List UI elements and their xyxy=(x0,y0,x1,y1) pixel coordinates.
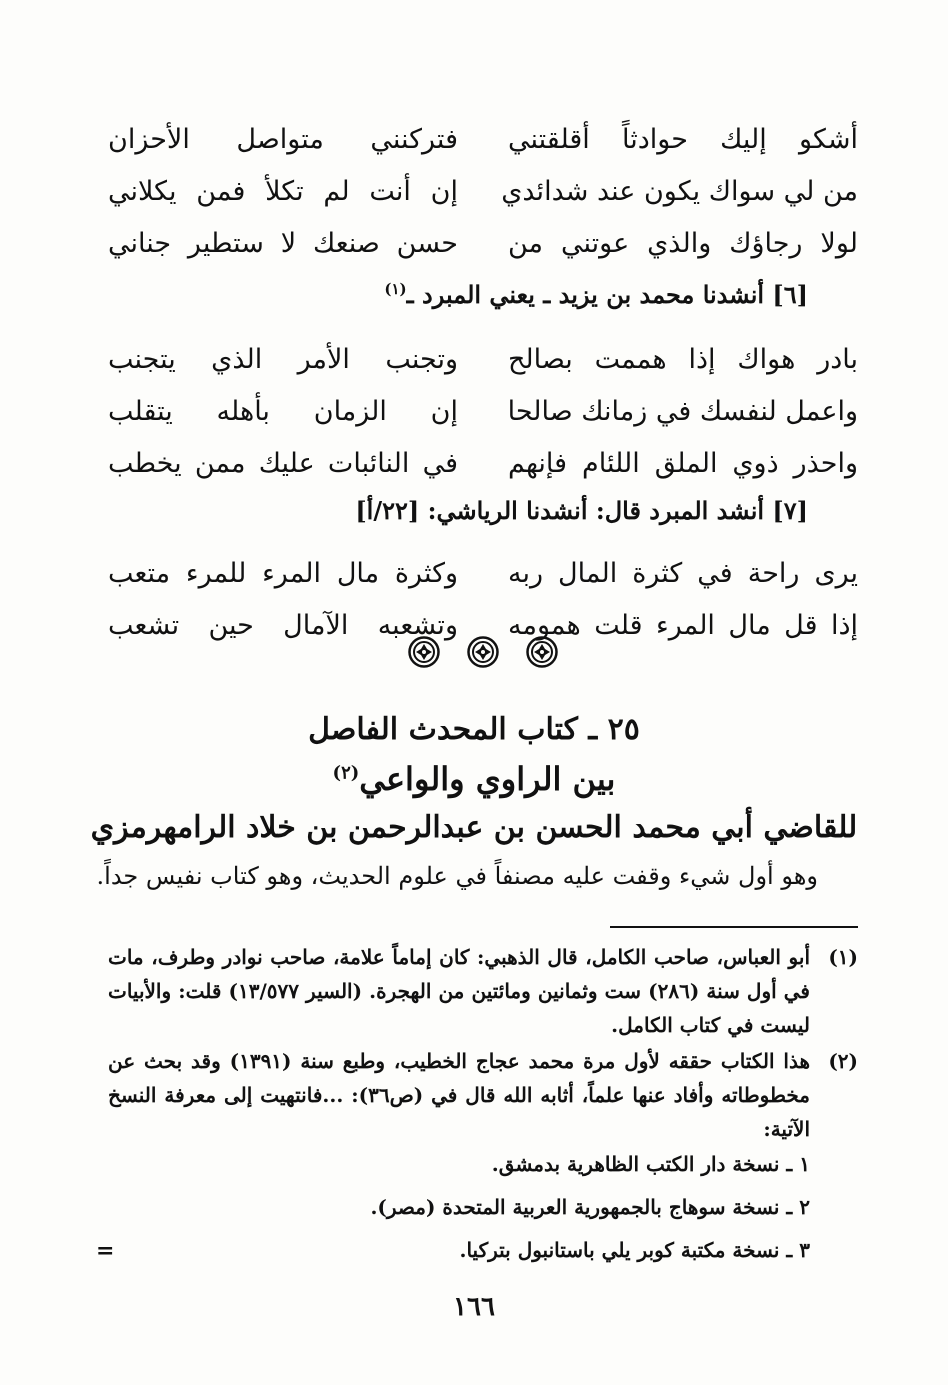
verse-second-hemistich: فتركنني متواصل الأحزان xyxy=(108,124,458,155)
section-intro: وهو أول شيء وقفت عليه مصنفاً في علوم الحديث، وهو كتاب نفيس جداً. xyxy=(96,862,818,890)
verse-first-hemistich: واعمل لنفسك في زمانك صالحا xyxy=(507,396,858,427)
verse-first-hemistich: يرى راحة في كثرة المال ربه xyxy=(508,558,858,589)
verse-block-1 xyxy=(108,114,858,270)
footnote-ref: (٢) xyxy=(332,762,360,784)
verse-second-hemistich: وتشعبه الآمال حين تشعب xyxy=(108,610,458,641)
footnote-list-item: ٢ ـ نسخة سوهاج بالجمهورية العربية المتحدة (مصر). xyxy=(370,1195,810,1219)
section-title: ٢٥ ـ كتاب المحدث الفاصل xyxy=(308,712,640,747)
verse-first-hemistich: بادر هواك إذا هممت بصالح xyxy=(508,344,858,375)
verse-row xyxy=(108,548,858,600)
verse-second-hemistich: إن الزمان بأهله يتقلب xyxy=(108,396,458,427)
footnote-ref: (١) xyxy=(384,280,407,298)
entry-heading-text: [٧] أنشد المبرد قال: أنشدنا الرياشي: [٢٢/أ] xyxy=(355,496,808,525)
verse-row xyxy=(108,114,858,166)
footnote-text: هذا الكتاب حققه لأول مرة محمد عجاج الخطيب، وطبع سنة (١٣٩١) وقد بحث عن مخطوطاته وأفاد عنها علماً، أثابه الله قال في (ص٣٦): ...فانتهيت إلى معرفة النسخ الآتية: xyxy=(108,1049,811,1141)
section-subtitle-text: بين الراوي والواعي xyxy=(359,760,616,798)
footnote-2 xyxy=(108,1044,858,1146)
footnote-separator xyxy=(610,926,858,928)
entry-heading-6 xyxy=(384,280,808,309)
verse-first-hemistich: أشكو إليك حوادثاً أقلقتني xyxy=(508,124,858,155)
verse-second-hemistich: في النائبات عليك ممن يخطب xyxy=(108,448,458,479)
footnote-number: (٢) xyxy=(828,1049,858,1073)
verse-row xyxy=(108,438,858,490)
continuation-mark: = xyxy=(96,1238,115,1264)
verse-second-hemistich: وكثرة مال المرء للمرء متعب xyxy=(108,558,458,589)
entry-heading-7 xyxy=(355,496,808,525)
page-number: ١٦٦ xyxy=(453,1292,495,1322)
verse-row xyxy=(108,386,858,438)
verse-second-hemistich: وتجنب الأمر الذي يتجنب xyxy=(108,344,458,375)
verse-second-hemistich: إن أنت لم تكلأ فمن يكلاني xyxy=(108,176,458,207)
verse-first-hemistich: لولا رجاؤك والذي عوتني من xyxy=(508,228,858,259)
rosette-ornament-icon xyxy=(526,636,558,668)
entry-heading-text: [٦] أنشدنا محمد بن يزيد ـ يعني المبرد ـ xyxy=(406,280,808,309)
footnote-text: أبو العباس، صاحب الكامل، قال الذهبي: كان إماماً علامة، صاحب نوادر وطرف، مات في أول سنة (٢٨٦) ست وثمانين ومائتين من الهجرة. (السير ١٣/٥٧٧) قلت: والأبيات ليست في كتاب الكامل. xyxy=(108,945,810,1037)
rosette-ornament-icon xyxy=(408,636,440,668)
footnote-1 xyxy=(108,940,858,1042)
section-divider-ornaments xyxy=(408,636,558,668)
verse-row xyxy=(108,218,858,270)
section-subtitle xyxy=(0,760,948,798)
verse-row xyxy=(108,166,858,218)
section-author: للقاضي أبي محمد الحسن بن عبدالرحمن بن خلاد الرامهرمزي xyxy=(90,810,858,845)
verse-block-2 xyxy=(108,334,858,490)
verse-second-hemistich: حسن صنعك لا ستطير جناني xyxy=(108,228,458,259)
footnote-list-item: ١ ـ نسخة دار الكتب الظاهرية بدمشق. xyxy=(491,1152,810,1176)
verse-first-hemistich: إذا قل مال المرء قلت همومه xyxy=(508,610,858,641)
rosette-ornament-icon xyxy=(467,636,499,668)
verse-row xyxy=(108,334,858,386)
verse-first-hemistich: من لي سواك يكون عند شدائدي xyxy=(501,176,858,207)
footnote-list-item: ٣ ـ نسخة مكتبة كوبر يلي باستانبول بتركيا. xyxy=(459,1238,810,1262)
verse-first-hemistich: واحذر ذوي الملق اللئام فإنهم xyxy=(508,448,858,479)
footnote-number: (١) xyxy=(828,945,858,969)
